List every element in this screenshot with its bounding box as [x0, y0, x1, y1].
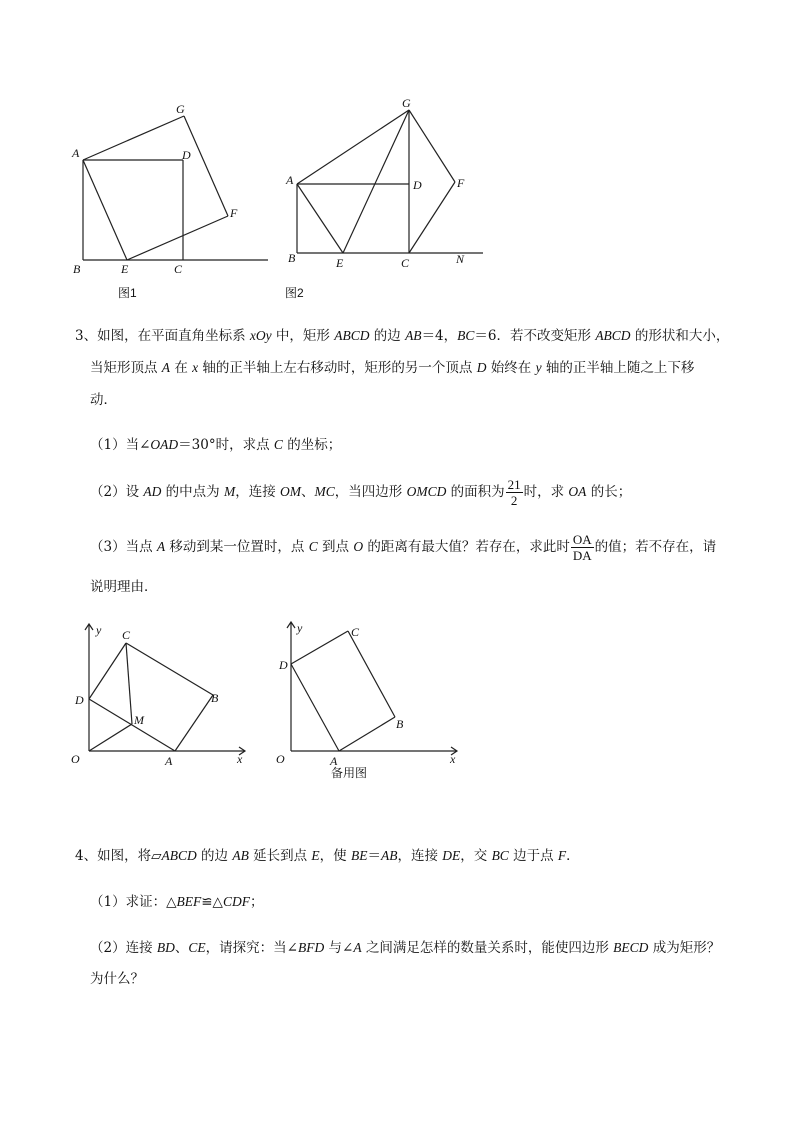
fig4-label-o: O	[276, 752, 285, 766]
problem-3-line-2: 当矩形顶点 A 在 x 轴的正半轴上左右移动时，矩形的另一个顶点 D 始终在 y 轴的正半轴上随之上下移	[90, 360, 695, 376]
fig2-label-d: D	[413, 178, 422, 192]
fig2-label-f: F	[457, 176, 465, 190]
fig4-label-d: D	[279, 658, 288, 672]
problem-4-question-2-line-2: 为什么？	[90, 971, 144, 987]
fig4-label-x: x	[450, 752, 456, 766]
fig2-label-g: G	[402, 96, 411, 110]
fig3-label-a: A	[165, 754, 173, 768]
figure-4-spare	[270, 618, 470, 788]
fig1-label-e: E	[121, 262, 129, 276]
fig1-label-g: G	[176, 102, 185, 116]
problem-3-line-3: 动．	[90, 392, 117, 408]
fig1-label-b: B	[73, 262, 81, 276]
problem-4-question-1: （1）求证：△BEF≌△CDF；	[90, 894, 264, 910]
fig2-label-a: A	[286, 173, 294, 187]
fig1-label-f: F	[230, 206, 238, 220]
fig1-label-d: D	[182, 148, 191, 162]
fig1-label-c: C	[174, 262, 183, 276]
fig3-label-c: C	[122, 628, 131, 642]
fig2-label-n: N	[456, 252, 465, 266]
fig4-label-a: A	[330, 754, 338, 768]
fig3-label-b: B	[211, 691, 219, 705]
figure-1	[60, 95, 280, 310]
fig1-caption: 图1	[118, 286, 137, 300]
fig4-label-y: y	[297, 621, 303, 635]
fig3-label-d: D	[75, 693, 84, 707]
problem-3-question-3: （3）当点 A 移动到某一位置时，点 C 到点 O 的距离有最大值？若存在，求此时 $\frac{OA}{DA}$ 的值；若不存在，请	[90, 532, 717, 563]
fig3-label-y: y	[96, 623, 102, 637]
fig3-label-o: O	[71, 752, 80, 766]
problem-3-question-2: （2）设 AD 的中点为 M，连接 OM、MC，当四边形 OMCD 的面积为 $\frac{21}{2}$ 时，求 OA 的长；	[90, 477, 632, 508]
problem-3-question-3-line-2: 说明理由．	[90, 579, 158, 595]
fig4-caption: 备用图	[331, 766, 368, 780]
problem-4-question-2: （2）连接 BD、CE，请探究：当∠BFD 与∠A 之间满足怎样的数量关系时，能使四边形 BECD 成为矩形？	[90, 940, 721, 956]
problem-3-question-1: （1）当∠OAD＝30°时，求点 C 的坐标；	[90, 437, 342, 453]
figure-2	[280, 95, 510, 310]
fraction-21-over-2: $\frac{21}{2}$	[507, 477, 521, 508]
fig4-label-b: B	[396, 717, 404, 731]
fig3-label-m: M	[134, 713, 144, 727]
fig2-label-b: B	[288, 251, 296, 265]
fig2-label-c: C	[401, 256, 410, 270]
fig2-caption: 图2	[285, 286, 304, 300]
fig1-label-a: A	[72, 146, 80, 160]
fig3-label-x: x	[237, 752, 243, 766]
fig2-label-e: E	[336, 256, 344, 270]
fig4-label-c: C	[351, 625, 360, 639]
fraction-oa-over-da: $\frac{OA}{DA}$	[572, 532, 592, 563]
figure-3	[65, 618, 265, 783]
problem-3-line-1: 3、如图，在平面直角坐标系 xOy 中，矩形 ABCD 的边 AB＝4，BC＝6．若不改变矩形 ABCD 的形状和大小，	[75, 328, 730, 344]
problem-4-line-1: 4、如图，将▱ABCD 的边 AB 延长到点 E，使 BE＝AB，连接 DE，交 BC 边于点 F．	[75, 848, 580, 864]
